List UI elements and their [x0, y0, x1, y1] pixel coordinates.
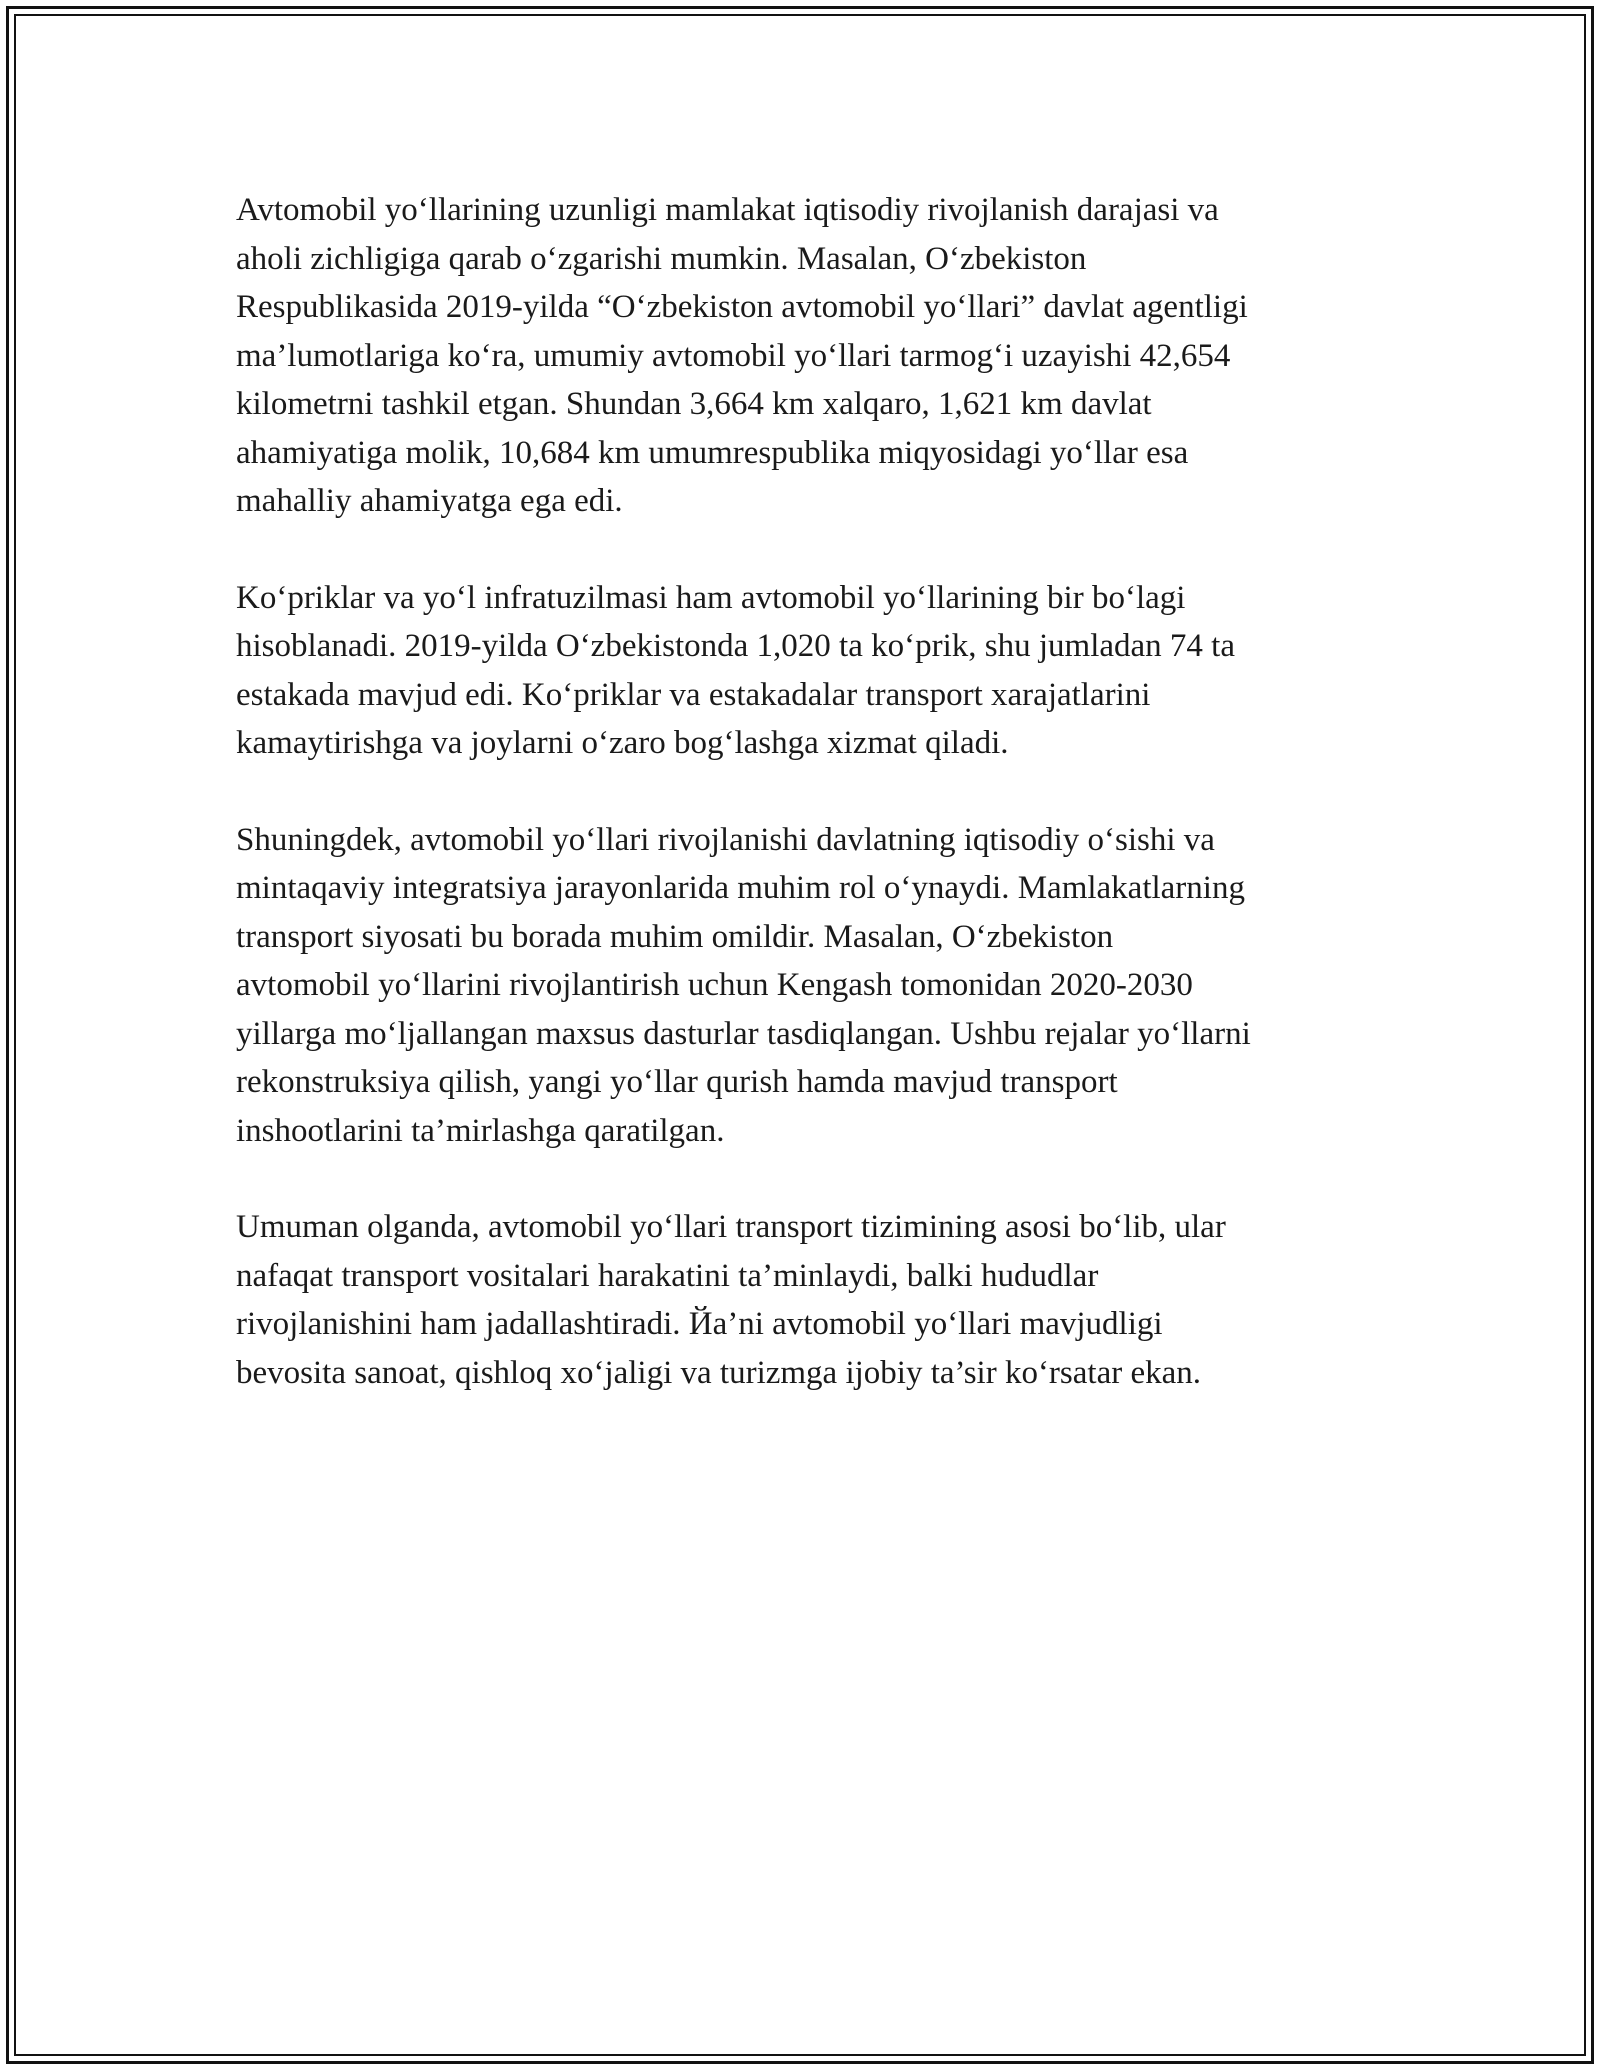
- paragraph-3: [236, 816, 1386, 1156]
- text-line: nafaqat transport vositalari harakatini ta’minlaydi, balki hududlar: [236, 1257, 1099, 1294]
- text-line: Avtomobil yo‘llarining uzunligi mamlakat iqtisodiy rivojlanish darajasi va: [236, 192, 1219, 228]
- text-line: kilometrni tashkil etgan. Shundan 3,664 km xalqaro, 1,621 km davlat: [236, 386, 1152, 422]
- text-line: transport siyosati bu borada muhim omildir. Masalan, O‘zbekiston: [236, 918, 1114, 955]
- text-line: rekonstruksiya qilish, yangi yo‘llar qurish hamda mavjud transport: [236, 1064, 1118, 1100]
- text-line: mahalliy ahamiyatga ega edi.: [236, 483, 623, 519]
- paragraph-2: [236, 574, 1386, 768]
- text-line: Respublikasida 2019-yilda “O‘zbekiston avtomobil yo‘llari” davlat agentligi: [236, 289, 1248, 325]
- text-line: ahamiyatiga molik, 10,684 km umumrespublika miqyosidagi yo‘llar esa: [236, 434, 1189, 471]
- text-line: bevosita sanoat, qishloq xo‘jaligi va turizmga ijobiy ta’sir ko‘rsatar ekan.: [236, 1354, 1202, 1391]
- text-line: estakada mavjud edi. Ko‘priklar va estakadalar transport xarajatlarini: [236, 676, 1151, 713]
- document-body: [236, 186, 1386, 1445]
- text-line: Umuman olganda, avtomobil yo‘llari transport tizimining asosi bo‘lib, ular: [236, 1209, 1226, 1245]
- text-line: mintaqaviy integratsiya jarayonlarida muhim rol o‘ynaydi. Mamlakatlarning: [236, 870, 1245, 906]
- text-line: Shuningdek, avtomobil yo‘llari rivojlanishi davlatning iqtisodiy o‘sishi va: [236, 821, 1215, 858]
- paragraph-1: [236, 186, 1386, 526]
- text-line: ma’lumotlariga ko‘ra, umumiy avtomobil yo‘llari tarmog‘i uzayishi 42,654: [236, 337, 1231, 374]
- text-line: avtomobil yo‘llarini rivojlantirish uchun Kengash tomonidan 2020-2030: [236, 967, 1193, 1003]
- paragraph-4: [236, 1203, 1386, 1397]
- text-line: Ko‘priklar va yo‘l infratuzilmasi ham avtomobil yo‘llarining bir bo‘lagi: [236, 579, 1186, 616]
- text-line: yillarga mo‘ljallangan maxsus dasturlar tasdiqlangan. Ushbu rejalar yo‘llarni: [236, 1015, 1251, 1052]
- text-line: rivojlanishini ham jadallashtiradi. Йa’ni avtomobil yo‘llari mavjudligi: [236, 1306, 1163, 1342]
- text-line: kamaytirishga va joylarni o‘zaro bog‘lashga xizmat qiladi.: [236, 725, 1009, 761]
- text-line: aholi zichligiga qarab o‘zgarishi mumkin. Masalan, O‘zbekiston: [236, 240, 1087, 277]
- text-line: hisoblanadi. 2019-yilda O‘zbekistonda 1,020 ta ko‘prik, shu jumladan 74 ta: [236, 628, 1235, 664]
- text-line: inshootlarini ta’mirlashga qaratilgan.: [236, 1112, 725, 1149]
